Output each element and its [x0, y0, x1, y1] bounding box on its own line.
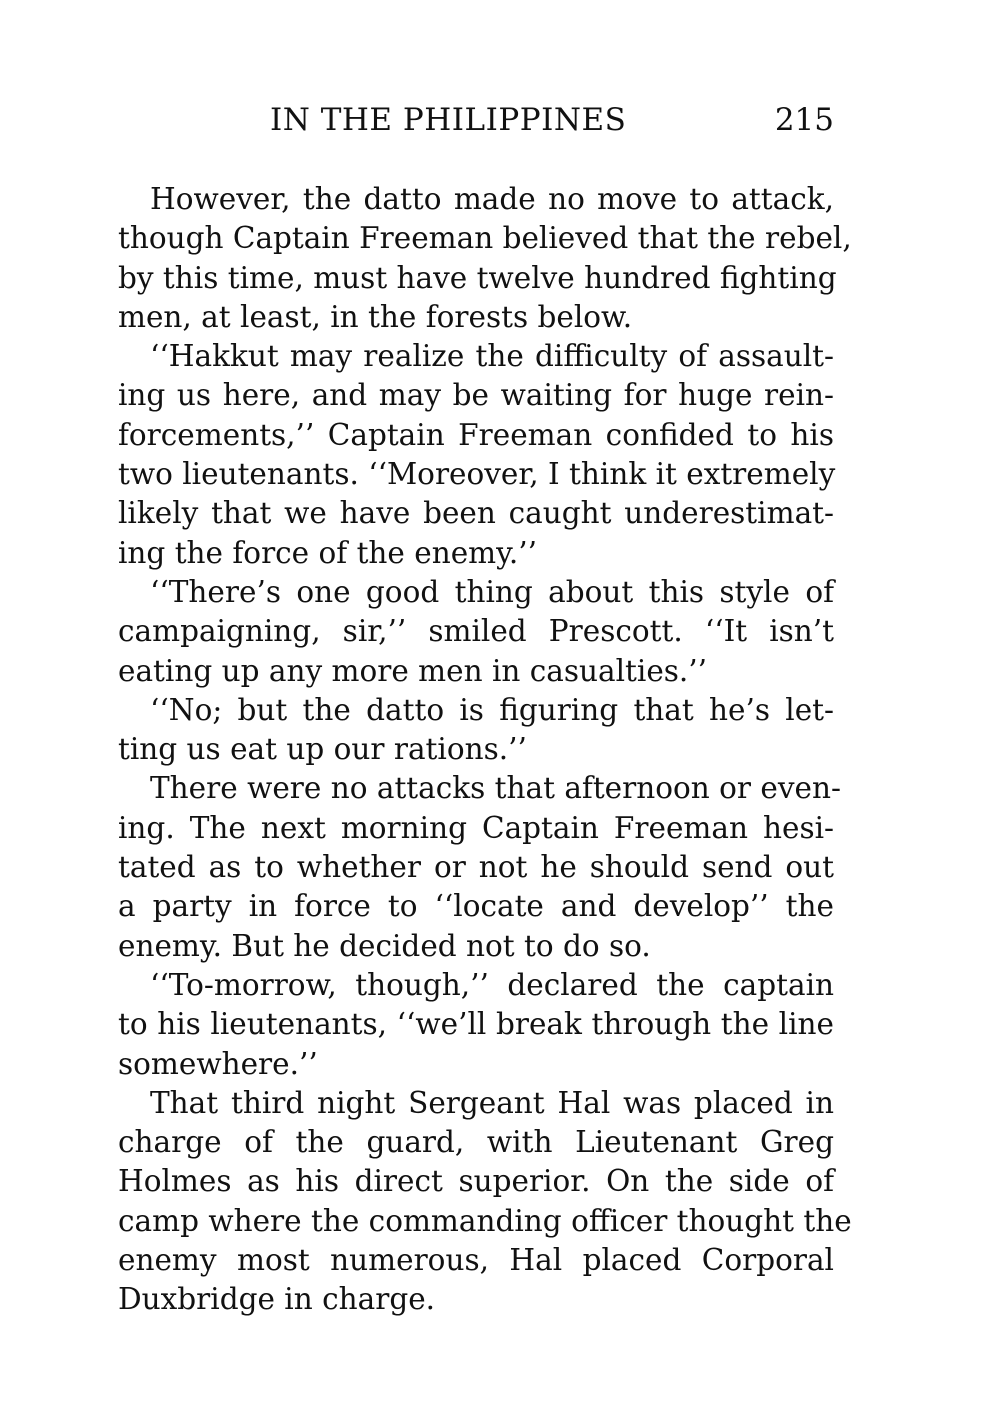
text-line: However, the datto made no move to attack,: [150, 182, 834, 216]
page-number: 215: [774, 102, 834, 138]
paragraph: [118, 966, 834, 1084]
paragraph: [118, 180, 852, 337]
text-line: That third night Sergeant Hal was placed in: [150, 1085, 834, 1120]
text-line: a party in force to ‘‘locate and develop’’ the: [118, 889, 834, 924]
text-line: ‘‘There’s one good thing about this style of: [150, 574, 834, 609]
paragraph: [118, 691, 834, 770]
text-line: ting us eat up our rations.’’: [118, 732, 527, 767]
text-line: charge of the guard, with Lieutenant Greg: [118, 1125, 834, 1160]
text-line: Holmes as his direct superior. On the side of: [118, 1164, 834, 1199]
text-line: two lieutenants. ‘‘Moreover, I think it extremely: [118, 457, 836, 492]
text-line: to his lieutenants, ‘‘we’ll break through the line: [118, 1007, 834, 1042]
text-line: ing us here, and may be waiting for huge rein-: [118, 378, 834, 413]
paragraph: [118, 769, 841, 965]
text-line: enemy. But he decided not to do so.: [118, 928, 651, 963]
text-line: tated as to whether or not he should send out: [118, 850, 834, 885]
text-line: eating up any more men in casualties.’’: [118, 653, 708, 688]
text-line: There were no attacks that afternoon or even-: [150, 771, 841, 806]
text-line: enemy most numerous, Hal placed Corporal: [118, 1243, 834, 1278]
body-text: [118, 180, 852, 1320]
running-header: [118, 98, 834, 142]
paragraph: [118, 573, 834, 691]
text-line: forcements,’’ Captain Freeman confided to his: [118, 417, 834, 452]
text-line: ‘‘Hakkut may realize the difficulty of assault-: [150, 339, 834, 374]
text-line: ing the force of the enemy.’’: [118, 535, 538, 570]
paragraph: [118, 1084, 852, 1320]
text-line: though Captain Freeman believed that the rebel,: [118, 221, 852, 256]
text-line: men, at least, in the forests below.: [118, 299, 633, 334]
text-line: Duxbridge in charge.: [118, 1282, 436, 1317]
text-line: campaigning, sir,’’ smiled Prescott. ‘‘It isn’t: [118, 614, 834, 649]
text-line: likely that we have been caught underestimat-: [118, 496, 834, 531]
text-line: by this time, must have twelve hundred fighting: [118, 260, 837, 295]
text-line: ‘‘No; but the datto is figuring that he’s let-: [150, 692, 834, 727]
paragraph: [118, 337, 834, 573]
running-title: IN THE PHILIPPINES: [270, 102, 627, 138]
text-line: ing. The next morning Captain Freeman hesi-: [118, 810, 834, 845]
text-line: camp where the commanding officer thought the: [118, 1203, 852, 1238]
text-line: ‘‘To-morrow, though,’’ declared the captain: [150, 967, 834, 1002]
text-line: somewhere.’’: [118, 1046, 318, 1081]
